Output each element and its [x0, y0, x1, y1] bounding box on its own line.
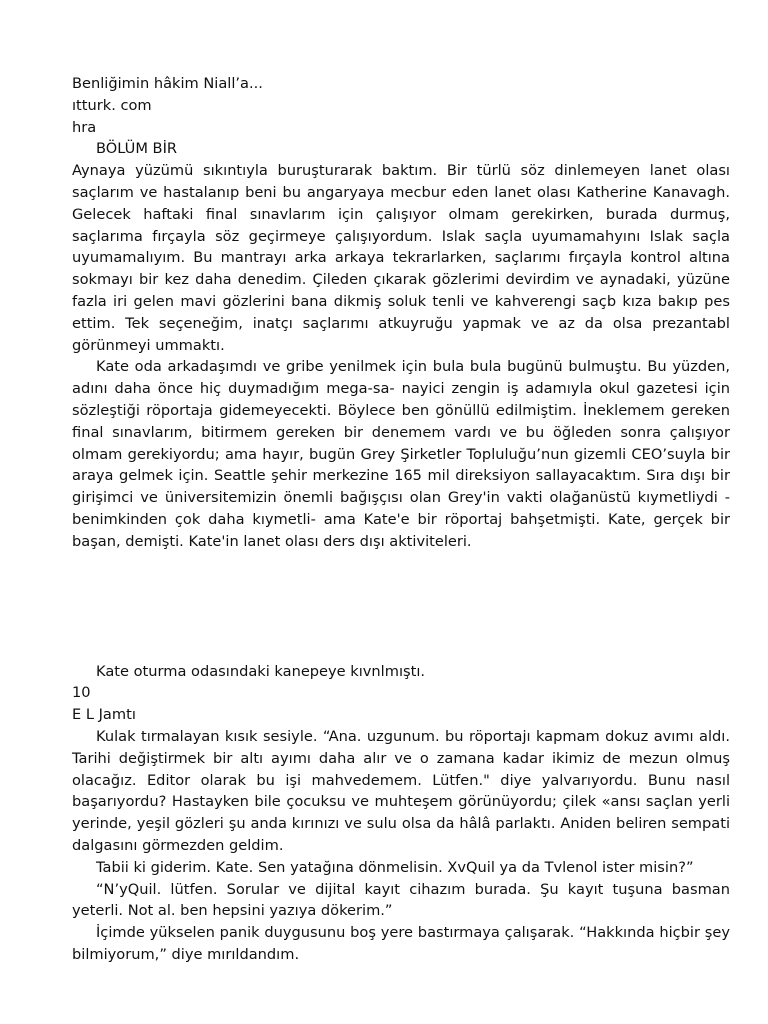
chapter-title: BÖLÜM BİR [96, 140, 178, 158]
source-fragment-line: hra [72, 118, 97, 136]
opening-line: Kate oturma odasındaki kanepeye kıvnlmıştı. [96, 662, 426, 680]
paragraph-5: “N’yQuil. lütfen. Sorular ve dijital kayıt cihazım burada. Şu kayıt tuşuna basman yeterli. Not al. ben hepsini yazıya dökerim.” [72, 880, 730, 920]
source-line: ıtturk. com [72, 96, 152, 114]
dedication-line: Benliğimin hâkim Niall’a... [72, 75, 263, 92]
running-author: E L Jamtı [72, 706, 136, 724]
paragraph-4: Tabii ki giderim. Kate. Sen yatağına dönmelisin. XvQuil ya da Tvlenol ister misin?” [96, 858, 694, 876]
paragraph-6: İçimde yükselen panik duygusunu boş yere bastırmaya çalışarak. “Hakkında hiçbir şey bilmiyorum,” diye mırıldandım. [72, 924, 730, 963]
page-number: 10 [72, 684, 91, 702]
paragraph-2: Kate oda arkadaşımdı ve gribe yenilmek için bula bula bugünü bulmuştu. Bu yüzden, adını daha önce hiç duymadığım mega-sa- nayici zengin iş adamıyla okul gazetesi için sözleştiği röportaja gidemeyecekti. Böylece ben gönüllü edilmiştim. İneklemem gereken final sınavlarım, bitirmem gereken bir denemem vardı ve bu öğleden sonra çalışıyor olmam gerekiyordu; ama hayır, bugün Grey Şirketler Topluluğu’nun gizemli CEO’suyla bir araya gelmek için. Seattle şehir merkezine 165 mil direksiyon sallayacaktım. Sıra dışı bir girişimci ve üniversitemizin önemli bağışçısı olan Grey'in vakti olağanüstü kıymetliydi -benimkinden çok daha kıymetli- ama Kate'e bir röportaj bahşetmişti. Kate, gerçek bir başan, demişti. Kate'in lanet olası ders dışı aktiviteleri. [72, 358, 730, 550]
paragraph-3: Kulak tırmalayan kısık sesiyle. “Ana. uzgunum. bu röportajı kapmam dokuz avımı aldı. Tarihi değiştirmek bir altı ayımı daha alır ve o zamana kadar ikimiz de mezun olmuş olacağız. Editor olarak bu işi mahvedemem. Lütfen." diye yalvarıyordu. Bunu nasıl başarıyordu? Hastayken bile çocuksu ve muhteşem görünüyordu; çilek «ansı saçlan yerli yerinde, yeşil gözleri şu anda kırınızı ve sulu olsa da hâlâ parlaktı. Aniden beliren sempati dalgasını görmezden geldim. [72, 727, 730, 854]
paragraph-1: Aynaya yüzümü sıkıntıyla buruşturarak baktım. Bir türlü söz dinlemeyen lanet olası saçlarım ve hastalanıp beni bu angaryaya mecbur eden lanet olası Katherine Kanavagh. Gelecek haftaki final sınavlarım için çalışıyor olmam gerekirken, burada durmuş, saçlarıma fırçayla söz geçirmeye çalışıyordum. Islak saçla uyumamahyını Islak saçla uyumamalıyım. Bu mantrayı arka arkaya tekrarlarken, saçlarımı fırçayla kontrol altına sokmayı bir kez daha denedim. Çileden çıkarak gözlerimi devirdim ve aynadaki, yüzüne fazla iri gelen mavi gözlerini bana dikmiş soluk tenli ve kahverengi saçb kıza bakıp pes ettim. Tek seçeneğim, inatçı saçlarımı atkuyruğu yapmak ve az da olsa prezantabl görünmeyi ummaktı. [72, 162, 730, 354]
page-break-gap [72, 553, 730, 661]
book-page [72, 73, 730, 966]
